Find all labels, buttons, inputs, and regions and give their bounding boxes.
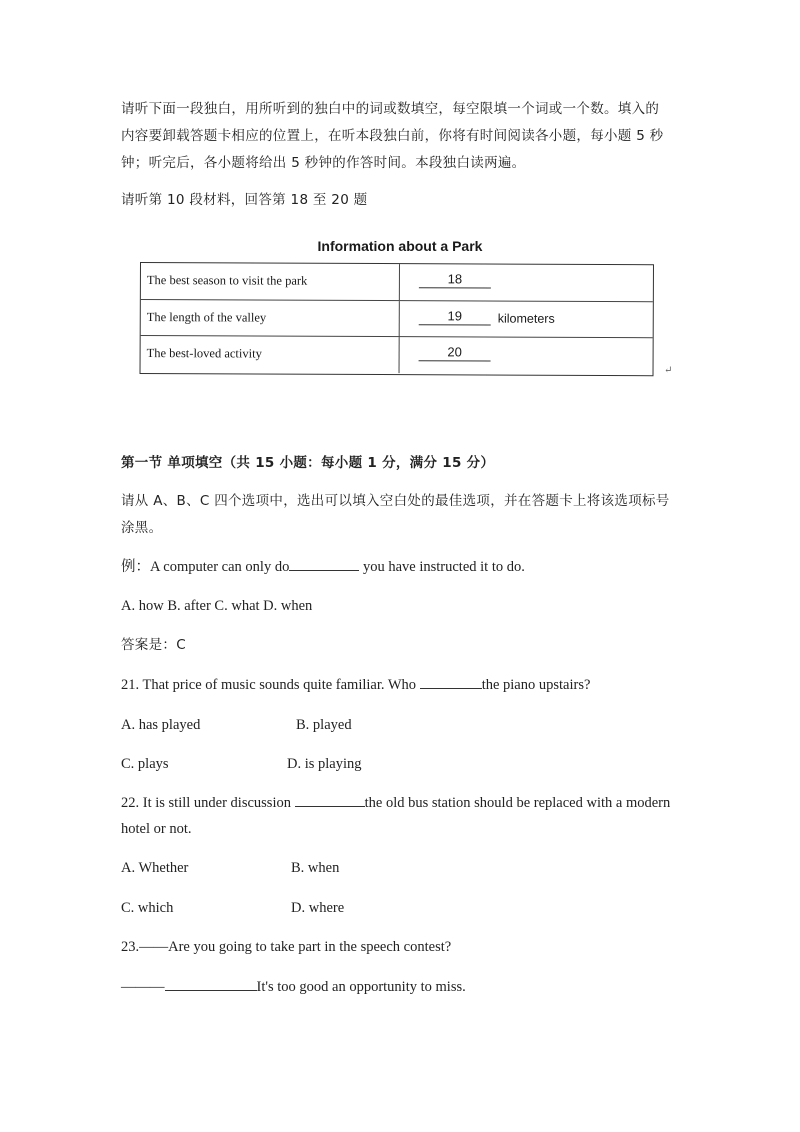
question-23-reply xyxy=(121,974,466,1000)
intro-line-1: 请听下面一段独白，用所听到的独白中的词或数填空，每空限填一个词或一个数。填入的 xyxy=(121,101,660,117)
q21-stem-after: the piano upstairs? xyxy=(481,677,591,693)
q22-stem-after: the old bus station should be replaced with a modern xyxy=(364,795,671,811)
q21-option-a: A. has played xyxy=(121,717,201,733)
q23-reply-prefix: ——— xyxy=(121,979,165,995)
example-prefix: 例：A computer can only do xyxy=(121,559,290,575)
section-heading: 第一节 单项填空（共 15 小题：每小题 1 分，满分 15 分） xyxy=(121,455,495,471)
answer-blank-18: 18 xyxy=(419,271,491,288)
question-22-stem-line-2: hotel or not. xyxy=(121,821,192,837)
column-divider xyxy=(399,301,400,337)
row-label: The best-loved activity xyxy=(146,346,262,361)
example-options: A. how B. after C. what D. when xyxy=(121,598,313,614)
q23-reply-suffix: It's too good an opportunity to miss. xyxy=(256,979,466,995)
row-label: The best season to visit the park xyxy=(146,273,308,288)
table-row xyxy=(141,335,653,374)
q22-option-d: D. where xyxy=(291,900,345,916)
answer-blank-20: 20 xyxy=(419,344,491,361)
example-suffix: you have instructed it to do. xyxy=(359,559,525,575)
intro-line-2: 内容要卸载答题卡相应的位置上，在听本段独白前，你将有时间阅读各小题，每小题 5 秒 xyxy=(121,128,664,144)
q22-option-b: B. when xyxy=(291,860,340,876)
park-table-title: Information about a Park xyxy=(317,238,483,254)
park-info-table xyxy=(140,262,654,376)
intro-line-3: 钟；听完后，各小题将给出 5 秒钟的作答时间。本段独白读两遍。 xyxy=(121,155,526,171)
table-row xyxy=(141,299,653,338)
q23-blank xyxy=(165,976,257,991)
row-unit: kilometers xyxy=(497,311,555,326)
row-label: The length of the valley xyxy=(146,310,267,325)
example-answer: 答案是：C xyxy=(121,637,186,653)
answer-blank-19: 19 xyxy=(419,308,491,325)
section-directions-line-2: 涂黑。 xyxy=(121,520,163,536)
q22-blank xyxy=(295,792,365,807)
example-question xyxy=(121,554,525,580)
question-21-stem xyxy=(121,672,590,698)
q22-option-c: C. which xyxy=(121,900,174,916)
return-mark: ↵ xyxy=(664,365,673,376)
section-directions-line-1: 请从 A、B、C 四个选项中，选出可以填入空白处的最佳选项，并在答题卡上将该选项标号 xyxy=(121,493,670,509)
q22-option-a: A. Whether xyxy=(121,860,189,876)
question-22-stem xyxy=(121,790,670,816)
q21-stem-before: 21. That price of music sounds quite familiar. Who xyxy=(121,677,420,693)
table-row xyxy=(141,263,653,301)
q21-option-d: D. is playing xyxy=(287,756,362,772)
column-divider xyxy=(399,264,400,300)
q21-blank xyxy=(420,674,482,689)
park-info-figure xyxy=(140,235,673,385)
listening-instruction: 请听第 10 段材料，回答第 18 至 20 题 xyxy=(121,192,368,208)
q21-option-b: B. played xyxy=(296,717,352,733)
q22-stem-before: 22. It is still under discussion xyxy=(121,795,295,811)
example-blank xyxy=(289,556,359,571)
q21-option-c: C. plays xyxy=(121,756,169,772)
column-divider xyxy=(399,337,400,373)
question-23-stem: 23.——Are you going to take part in the speech contest? xyxy=(121,939,452,955)
